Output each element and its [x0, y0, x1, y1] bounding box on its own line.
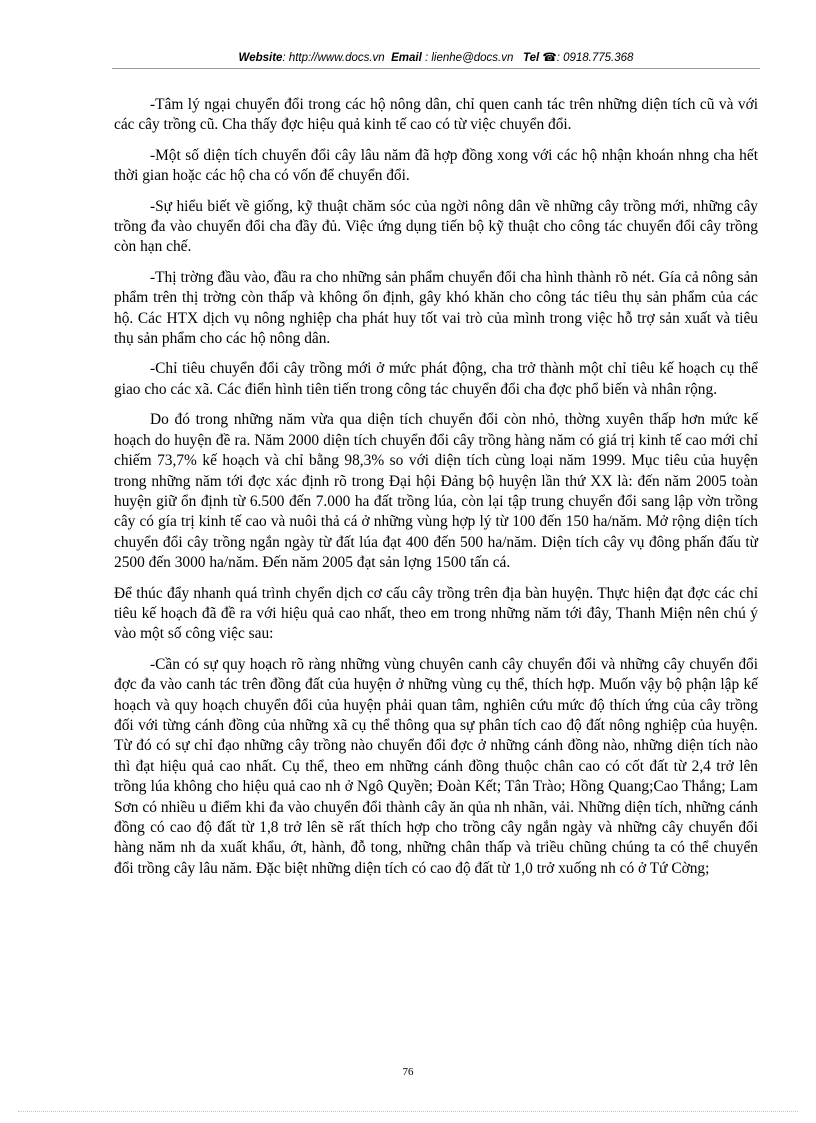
page-header: [112, 50, 760, 66]
paragraph-8: -Cần có sự quy hoạch rõ ràng những vùng chuyên canh cây chuyển đổi và những cây chuyển đổi đợc đa vào canh tác trên đồng đất của huyện ở những vùng cụ thể, thích hợp. Muốn vậy bộ phận lập kế hoạch và quy hoạch chuyển đổi của huyện phải quan tâm, nghiên cứu mức độ thích ứng của cây trồng đối với từng cánh đồng của những xã cụ thể thông qua sự phân tích cao độ đất nông nghiệp của huyện. Từ đó có sự chỉ đạo những cây trồng nào chuyển đổi đợc ở những cánh đồng nào, những diện tích nào thì đạt hiệu quả cao nhất. Cụ thể, theo em những cánh đồng thuộc chân cao có cốt đất từ 2,4 trở lên trồng lúa không cho hiệu quả cao nh ở Ngô Quyền; Đoàn Kết; Tân Trào; Hồng Quang;Cao Thắng; Lam Sơn có nhiều u điểm khi đa vào chuyển đổi thành cây ăn qủa nh nhãn, vải. Những diện tích, những cánh đồng có cao độ đất từ 1,8 trở lên sẽ rất thích hợp cho trồng cây ngắn ngày và những cây chuyển đổi hàng năm nh da xuất khẩu, ớt, hành, đỗ tong, những chân thấp và triều chũng chúng ta có thể chuyển đổi trồng cây lâu năm. Đặc biệt những diện tích có cao độ đất từ 1,0 trở xuống nh có ở Tứ Cờng;: [114, 655, 758, 877]
paragraph-4: -Thị trờng đầu vào, đầu ra cho những sản phẩm chuyển đổi cha hình thành rõ nét. Gía cả nông sản phẩm trên thị trờng còn thấp và không ổn định, gây khó khăn cho công tác tiêu thụ sản phẩm của các hộ. Các HTX dịch vụ nông nghiệp cha phát huy tốt vai trò của mình trong việc hỗ trợ sản xuất và tiêu thụ sản phẩm cho các hộ nông dân.: [114, 268, 758, 348]
page-number: 76: [402, 1066, 414, 1078]
document-body: [114, 95, 758, 889]
phone-icon: ☎: [542, 52, 557, 64]
paragraph-5: -Chỉ tiêu chuyển đổi cây trồng mới ở mức phát động, cha trở thành một chỉ tiêu kế hoạch cụ thể giao cho các xã. Các điển hình tiên tiến trong công tác chuyển đổi cha đợc phổ biến và nhân rộng.: [114, 360, 758, 398]
email-label: Email: [391, 52, 422, 64]
header-divider: [112, 68, 760, 69]
tel-value: : 0918.775.368: [556, 52, 634, 64]
footer-divider: [18, 1111, 798, 1112]
website-value: : http://www.docs.vn: [282, 52, 385, 64]
paragraph-6: Do đó trong những năm vừa qua diện tích chuyển đổi còn nhỏ, thờng xuyên thấp hơn mức kế hoạch do huyện đề ra. Năm 2000 diện tích chuyển đổi cây trồng hàng năm có giá trị kinh tế cao mới chỉ chiếm 73,7% kế hoạch và chỉ bằng 98,3% so với diện tích cùng loại năm 1999. Mục tiêu của huyện trong những năm tới đợc xác định rõ trong Đại hội Đảng bộ huyện lần thứ XX là: đến năm 2005 toàn huyện giữ ổn định từ 6.500 đến 7.000 ha đất trồng lúa, còn lại tập trung chuyển đổi sang lập vờn trồng cây có gía trị kinh tế cao và nuôi thả cá ở những vùng hợp lý từ 100 đến 150 ha/năm. Mở rộng diện tích chuyển đổi cây trồng ngắn ngày từ đất lúa đạt 400 đến 500 ha/năm. Diện tích cây vụ đông phấn đấu từ 2500 đến 3000 ha/năm. Đến năm 2005 đạt sản lợng 1500 tấn cá.: [114, 411, 758, 572]
tel-label: Tel: [522, 52, 540, 64]
paragraph-1: -Tâm lý ngại chuyển đổi trong các hộ nông dân, chỉ quen canh tác trên những diện tích cũ và với các cây trồng cũ. Cha thấy đợc hiệu quả kinh tế cao có từ việc chuyển đổi.: [114, 96, 758, 134]
paragraph-3: -Sự hiểu biết về giống, kỹ thuật chăm sóc của ngời nông dân về những cây trồng mới, những cây trồng đa vào chuyển đổi cha đầy đủ. Việc ứng dụng tiến bộ kỹ thuật cho công tác chuyển đổi cây trồng còn hạn chế.: [114, 197, 758, 256]
email-value: : lienhe@docs.vn: [424, 52, 514, 64]
website-label: Website: [238, 52, 283, 64]
paragraph-2: -Một số diện tích chuyển đổi cây lâu năm đã hợp đồng xong với các hộ nhận khoán nhng cha hết thời gian hoặc các hộ cha có vốn để chuyển đổi.: [114, 146, 758, 185]
paragraph-7: Để thúc đẩy nhanh quá trình chyển dịch cơ cấu cây trồng trên địa bàn huyện. Thực hiện đạt đợc các chỉ tiêu kế hoạch đã đề ra với hiệu quả cao nhất, theo em trong những năm tới đây, Thanh Miện nên chú ý vào một số công việc sau:: [114, 584, 758, 643]
